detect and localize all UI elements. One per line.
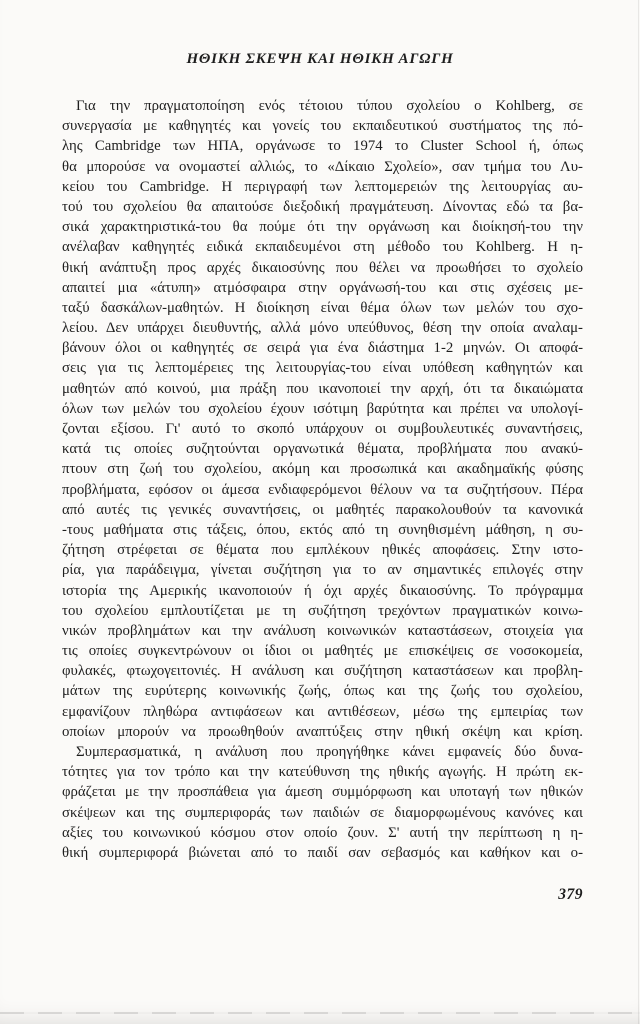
text-line: συνεργασία με καθηγητές και γονείς του εκπαιδευτικού συστήματος της πό- [62,118,583,135]
text-line: φράζεται με την προσπάθεια για άμεση συμμόρφωση και υποταγή των ηθικών [62,784,583,801]
text-line: -τους μαθήματα στις τάξεις, όπου, εκτός από τη συνηθισμένη μάθηση, η συ- [62,521,583,538]
text-line: βάνουν όλοι οι καθηγητές σε σειρά για ένα διάστημα 1-2 μηνών. Οι αποφά- [62,340,583,357]
text-line: φυλακές, φτωχογειτονιές. Η ανάλυση και συζήτηση καταστάσεων και προβλη- [62,663,583,680]
text-line: πτουν στη ζωή του σχολείου, ακόμη και προσωπικά και ακαδημαϊκής φύσης [62,461,583,478]
page-body [62,96,583,863]
text-line: θική συμπεριφορά βιώνεται από το παιδί σαν σεβασμός και καθήκον και ο- [62,844,583,861]
text-line: οποίων μπορούν να προωθηθούν αναπτύξεις στην ηθική σκέψη και κρίση. [62,723,583,740]
scan-edge-bottom [0,1012,640,1014]
text-line: ζονται εξίσου. Γι' αυτό το σκοπό υπάρχουν οι συμβουλευτικές συναντήσεις, [62,421,583,437]
text-line: σεις για τις λεπτομέρειες της λειτουργίας-του είναι υπόθεση καθηγητών και [62,360,583,377]
text-line: όλων των μελών του σχολείου έχουν ισότιμη βαρύτητα και πρέπει να υπολογί- [62,400,583,417]
text-line: ανέλαβαν καθηγητές ειδικά εκπαιδευμένοι στη μέθοδο του Kohlberg. Η η- [62,239,583,256]
text-line: σικά χαρακτηριστικά-του θα πούμε ότι την οργάνωση και διοίκησή-του την [62,219,583,236]
text-line: μάτων της ευρύτερης κοινωνικής ζωής, όπως και της ζωής του σχολείου, [62,683,583,700]
page-heading: ΗΘΙΚΗ ΣΚΕΨΗ ΚΑΙ ΗΘΙΚΗ ΑΓΩΓΗ [186,51,454,67]
text-line: τις οποίες συγκεντρώνουν οι ίδιοι οι μαθητές με επισκέψεις σε νοσοκομεία, [62,643,583,660]
scan-edge-right [638,0,639,1024]
text-line: σκέψεων και της συμπεριφοράς των παιδιών σε διαμορφωμένους κανόνες και [62,804,583,821]
text-line: θα μπορούσε να ονομαστεί αλλιώς, το «Δίκαιο Σχολείο», σαν τμήμα του Λυ- [62,158,583,175]
text-line: του σχολείου εμπλουτίζεται με τη συζήτηση τρεχόντων πραγματικών κοινω- [62,602,583,619]
text-line: Συμπερασματικά, η ανάλυση που προηγήθηκε κάνει εμφανείς δύο δυνα- [76,744,583,760]
text-line: Για την πραγματοποίηση ενός τέτοιου τύπου σχολείου ο Kohlberg, σε [76,98,583,114]
text-line: λης Cambridge των ΗΠΑ, οργάνωσε το 1974 το Cluster School ή, όπως [62,138,583,155]
text-line: τότητες για τον τρόπο και την κατεύθυνση της ηθικής αγωγής. Η πρώτη εκ- [62,764,583,781]
text-line: αξίες του κοινωνικού κόσμου στον οποίο ζουν. Σ' αυτή την περίπτωση η η- [62,824,583,841]
text-line: ταξύ δασκάλων-μαθητών. Η διοίκηση είναι θέμα όλων των μελών του σχο- [62,299,583,316]
text-line: ρία, για παράδειγμα, γίνεται συζήτηση για το αν σημαντικές επιλογές στην [62,562,583,579]
text-line: νικών προβλημάτων και την ανάλυση κοινωνικών καταστάσεων, στοιχεία για [62,622,583,639]
text-line: λείου. Δεν υπάρχει διευθυντής, αλλά μόνο υπεύθυνος, θέση την οποία αναλαμ- [62,320,583,337]
text-line: τού του σχολείου θα απαιτούσε διεξοδική πραγμάτευση. Δίνοντας εδώ τα βα- [62,198,583,215]
text-line: κατά τις οποίες συζητούνται οργανωτικά θέματα, προβλήματα που ανακύ- [62,441,583,458]
text-line: από αυτές τις γενικές συναντήσεις, οι μαθητές παρακολουθούν τα κανονικά [62,501,583,518]
text-line: προβλήματα, εφόσον οι άμεσα ενδιαφερόμενοι θέλουν να τα συζητήσουν. Πέρα [62,481,583,498]
text-line: κείου του Cambridge. Η περιγραφή των λεπτομερειών της λειτουργίας αυ- [62,178,583,195]
text-line: θική ανάπτυξη προς αρχές δικαιοσύνης που θέλει να προωθήσει το σχολείο [62,259,583,276]
page-number: 379 [558,886,583,903]
text-line: απαιτεί μια «άτυπη» ατμόσφαιρα στην οργάνωσή-του και στις σχέσεις με- [62,279,583,296]
text-line: εμφανίζουν πληθώρα αντιφάσεων και αντιθέσεων, μέσω της εμπειρίας των [62,703,583,720]
text-line: μαθητών από κοινού, μια πράξη που ικανοποιεί την αρχή, ότι τα δικαιώματα [62,380,583,397]
text-line: ζήτηση στρέφεται σε θέματα που εμπλέκουν ηθικές αποφάσεις. Στην ιστο- [62,542,583,559]
text-line: ιστορία της Αμερικής ικανοποιούν ή όχι αρχές δικαιοσύνης. Το πρόγραμμα [62,582,583,599]
